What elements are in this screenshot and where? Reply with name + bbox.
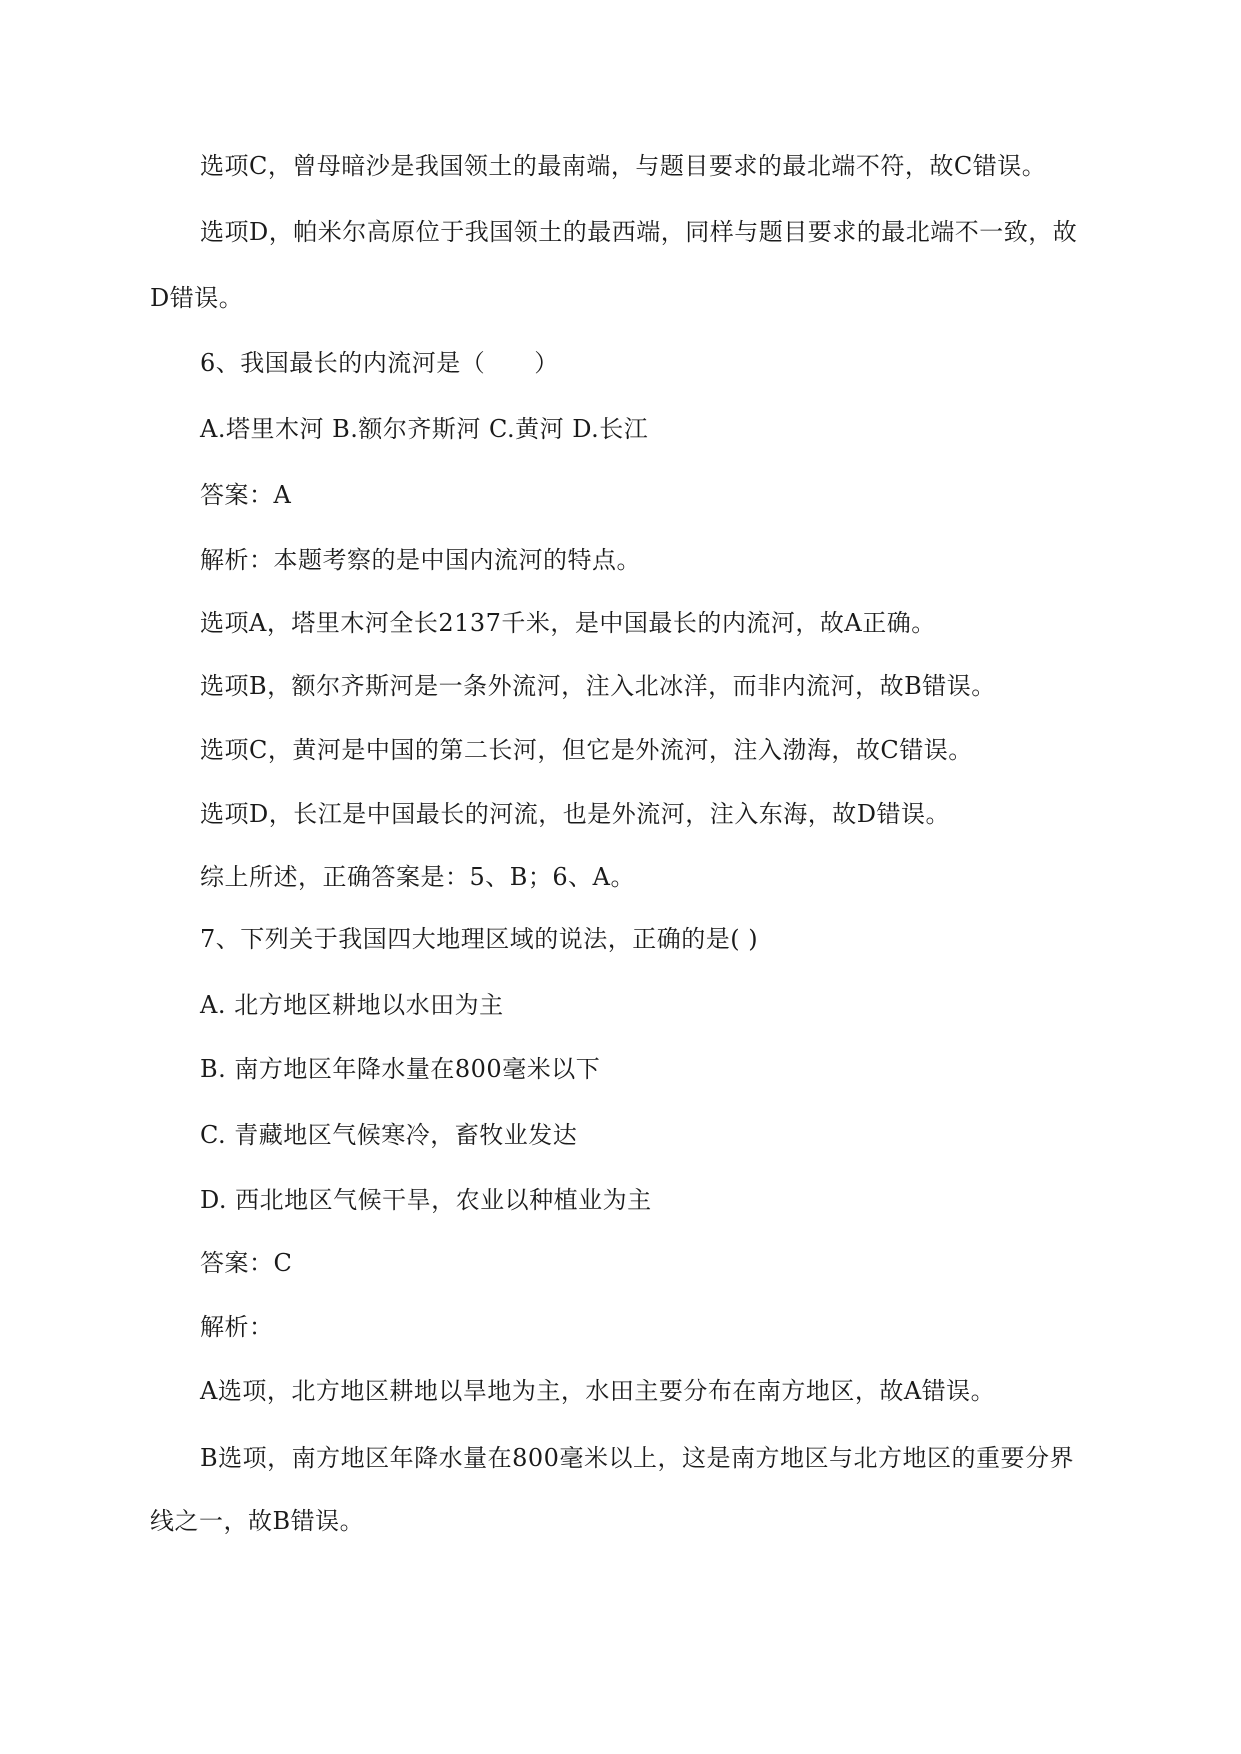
text-line-option-d-continued: D错误。	[150, 284, 244, 312]
question-6-analysis: 解析：本题考察的是中国内流河的特点。	[200, 546, 641, 574]
question-6-answer: 答案：A	[200, 481, 292, 509]
question-7-answer: 答案：C	[200, 1249, 293, 1277]
question-7-option-b-continued: 线之一，故B错误。	[150, 1507, 365, 1535]
text-line-option-d-explanation: 选项D，帕米尔高原位于我国领土的最西端，同样与题目要求的最北端不一致，故	[200, 218, 1078, 246]
question-7-title: 7、下列关于我国四大地理区域的说法，正确的是( )	[200, 925, 759, 953]
question-7-option-a: A. 北方地区耕地以水田为主	[200, 991, 504, 1019]
question-6-option-c-explanation: 选项C，黄河是中国的第二长河，但它是外流河，注入渤海，故C错误。	[200, 736, 973, 764]
question-6-title: 6、我国最长的内流河是（ ）	[200, 349, 559, 377]
text-line-option-c-explanation: 选项C，曾母暗沙是我国领土的最南端，与题目要求的最北端不符，故C错误。	[200, 152, 1047, 180]
question-7-option-a-explanation: A选项，北方地区耕地以旱地为主，水田主要分布在南方地区，故A错误。	[200, 1377, 996, 1405]
question-7-option-d: D. 西北地区气候干旱，农业以种植业为主	[200, 1186, 652, 1214]
question-7-option-b: B. 南方地区年降水量在800毫米以下	[200, 1055, 601, 1083]
question-6-options: A.塔里木河 B.额尔齐斯河 C.黄河 D.长江	[200, 415, 649, 443]
question-6-option-b-explanation: 选项B，额尔齐斯河是一条外流河，注入北冰洋，而非内流河，故B错误。	[200, 672, 996, 700]
question-7-option-b-explanation: B选项，南方地区年降水量在800毫米以上，这是南方地区与北方地区的重要分界	[200, 1444, 1074, 1472]
summary-line: 综上所述，正确答案是：5、B；6、A。	[200, 863, 636, 891]
question-7-analysis-label: 解析：	[200, 1313, 274, 1341]
question-6-option-d-explanation: 选项D，长江是中国最长的河流，也是外流河，注入东海，故D错误。	[200, 800, 950, 828]
question-6-option-a-explanation: 选项A，塔里木河全长2137千米，是中国最长的内流河，故A正确。	[200, 609, 936, 637]
question-7-option-c: C. 青藏地区气候寒冷，畜牧业发达	[200, 1121, 578, 1149]
